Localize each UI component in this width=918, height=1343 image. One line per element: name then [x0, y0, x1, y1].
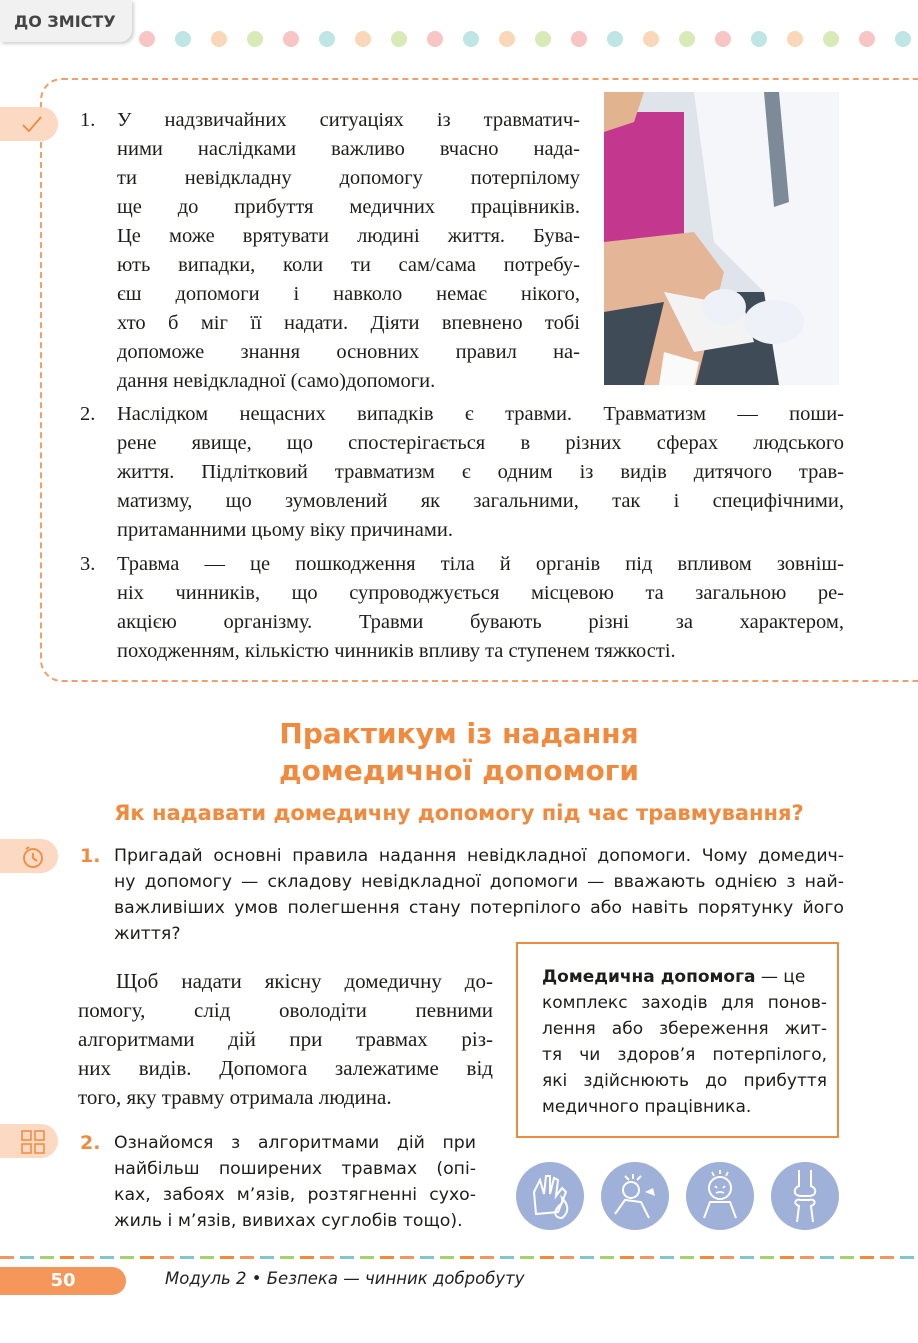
definition-box [516, 942, 839, 1138]
item-text [117, 550, 844, 666]
divider-dash [60, 1256, 74, 1259]
text-line: єш допомоги і навколо немає нікого, [117, 283, 580, 305]
definition-text [542, 990, 827, 1120]
decorative-dot [463, 31, 479, 47]
decorative-dot [787, 31, 803, 47]
text-line: помогу, слід оволодіти певними [78, 998, 493, 1022]
text-line: ну допомогу — складову невідкладної допомоги — вважають однією з най- [114, 872, 844, 892]
divider-dash [440, 1256, 454, 1259]
bandaging-photo [604, 92, 839, 385]
text-line: важливіших умов полегшення стану потерпілого або навіть порятунку його [114, 898, 844, 918]
decorative-dot [139, 31, 155, 47]
divider-dash [540, 1256, 554, 1259]
decorative-dots [138, 30, 918, 48]
divider-dash [740, 1256, 754, 1259]
text-line: Наслідком нещасних випадків є травми. Травматизм — поши- [117, 403, 844, 425]
divider-dash [520, 1256, 534, 1259]
divider-dash [40, 1256, 54, 1259]
divider-dash [860, 1256, 874, 1259]
divider-dash [80, 1256, 94, 1259]
text-line: Травма — це пошкодження тіла й органів під впливом зовніш- [117, 553, 844, 575]
divider-dash [200, 1256, 214, 1259]
divider-dash [640, 1256, 654, 1259]
item-number: 1. [80, 109, 96, 131]
decorative-dot [499, 31, 515, 47]
practicum-heading [0, 715, 918, 789]
divider-dash [580, 1256, 594, 1259]
decorative-dot [211, 31, 227, 47]
text-line: ках, забоях м’язів, розтягненні сухо- [114, 1185, 476, 1205]
heading-line: Практикум із надання [279, 717, 639, 750]
task-text [114, 843, 844, 947]
divider-dash [680, 1256, 694, 1259]
divider-dash [700, 1256, 714, 1259]
decorative-dot [643, 31, 659, 47]
paragraph-text [78, 967, 493, 1112]
divider-dash [20, 1256, 34, 1259]
dizzy-person-icon [686, 1162, 754, 1230]
text-line: тя чи здоров’я потерпілого, [542, 1045, 827, 1065]
task-number: 2. [80, 1132, 101, 1154]
decorative-dot [859, 31, 875, 47]
decorative-dot [247, 31, 263, 47]
decorative-dot [751, 31, 767, 47]
divider-dash [180, 1256, 194, 1259]
decorative-dot [571, 31, 587, 47]
divider-dash [620, 1256, 634, 1259]
practicum-subheading: Як надавати домедичну допомогу під час травмування? [114, 801, 804, 825]
divider-dash [300, 1256, 314, 1259]
item-number: 2. [80, 403, 96, 425]
footer-divider [0, 1256, 918, 1260]
checkmark-icon [20, 112, 44, 136]
decorative-dot [175, 31, 191, 47]
timer-tab [0, 839, 58, 873]
divider-dash [360, 1256, 374, 1259]
text-line: ними наслідками важливо вчасно нада- [117, 138, 580, 160]
text-line: Ознайомся з алгоритмами дій при [114, 1133, 476, 1153]
text-line: ють випадки, коли ти сам/сама потребу- [117, 254, 580, 276]
text-line: ще до прибуття медичних працівників. [117, 196, 580, 218]
divider-dash [140, 1256, 154, 1259]
text-line: рене явище, що спостерігається в різних сферах людського [117, 432, 844, 454]
text-line: медичного працівника. [542, 1097, 752, 1117]
decorative-dot [283, 31, 299, 47]
burn-hand-icon [516, 1162, 584, 1230]
item-text [117, 400, 844, 545]
decorative-dot [679, 31, 695, 47]
text-line: У надзвичайних ситуаціях із травматич- [117, 109, 580, 131]
text-line: дання невідкладної (само)допомоги. [117, 370, 436, 392]
divider-dash [260, 1256, 274, 1259]
definition-term: Домедична допомога [542, 967, 756, 987]
text-line: лення або збереження жит- [542, 1019, 827, 1039]
text-line: життя? [114, 924, 181, 944]
divider-dash [0, 1256, 14, 1259]
text-line: них видів. Допомога залежатиме від [78, 1056, 493, 1080]
heading-line: домедичної допомоги [279, 754, 639, 787]
divider-dash [460, 1256, 474, 1259]
page-number: 50 [0, 1267, 126, 1295]
item-text [117, 106, 580, 396]
text-line: матизму, що зумовлений як загальними, так і специфічними, [117, 490, 844, 512]
decorative-dot [427, 31, 443, 47]
definition-first-line [542, 964, 827, 990]
divider-dash [820, 1256, 834, 1259]
divider-dash [660, 1256, 674, 1259]
decorative-dot [823, 31, 839, 47]
body-paragraph [78, 967, 493, 1112]
task-number: 1. [80, 845, 101, 867]
text-line: найбільш поширених травмах (опі- [114, 1159, 476, 1179]
divider-dash [120, 1256, 134, 1259]
stopwatch-icon [20, 844, 46, 870]
divider-dash [760, 1256, 774, 1259]
text-line: Щоб надати якісну домедичну до- [116, 969, 493, 993]
text-line: хто б міг її надати. Діяти впевнено тобі [117, 312, 580, 334]
divider-dash [800, 1256, 814, 1259]
decorative-dot [355, 31, 371, 47]
task-text [114, 1130, 476, 1234]
divider-dash [160, 1256, 174, 1259]
grid-tab [0, 1124, 58, 1158]
item-number: 3. [80, 553, 96, 575]
divider-dash [100, 1256, 114, 1259]
decorative-dot [391, 31, 407, 47]
divider-dash [600, 1256, 614, 1259]
module-title: Модуль 2 • Безпека — чинник добробуту [165, 1269, 525, 1288]
decorative-dot [535, 31, 551, 47]
divider-dash [780, 1256, 794, 1259]
text-line: життя. Підлітковий травматизм є одним із видів дитячого трав- [117, 461, 844, 483]
divider-dash [280, 1256, 294, 1259]
decorative-dot [319, 31, 335, 47]
text-line: допоможе знання основних правил на- [117, 341, 580, 363]
head-injury-icon [601, 1162, 669, 1230]
definition-dash: — це [755, 967, 806, 987]
divider-dash [900, 1256, 914, 1259]
text-line: Це може врятувати людині життя. Бува- [117, 225, 580, 247]
text-line: Пригадай основні правила надання невідкладної допомоги. Чому домедич- [114, 846, 844, 866]
divider-dash [380, 1256, 394, 1259]
divider-dash [840, 1256, 854, 1259]
decorative-dot [895, 31, 911, 47]
divider-dash [320, 1256, 334, 1259]
divider-dash [500, 1256, 514, 1259]
divider-dash [480, 1256, 494, 1259]
text-line: походженням, кількістю чинників впливу та ступенем тяжкості. [117, 640, 676, 662]
divider-dash [240, 1256, 254, 1259]
grid-icon [20, 1129, 48, 1155]
text-line: комплекс заходів для понов- [542, 993, 827, 1013]
check-tab [0, 107, 58, 141]
joint-icon [771, 1162, 839, 1230]
text-line: алгоритмами дій при травмах різ- [78, 1027, 493, 1051]
text-line: ти невідкладну допомогу потерпілому [117, 167, 580, 189]
text-line: акцією організму. Травми бувають різні за характером, [117, 611, 844, 633]
divider-dash [340, 1256, 354, 1259]
decorative-dot [715, 31, 731, 47]
text-line: які здійснюють до прибуття [542, 1071, 827, 1091]
text-line: того, яку травму отримала людина. [78, 1085, 392, 1109]
text-line: жиль і м’язів, вивихах суглобів тощо). [114, 1211, 463, 1231]
divider-dash [560, 1256, 574, 1259]
divider-dash [880, 1256, 894, 1259]
divider-dash [720, 1256, 734, 1259]
divider-dash [420, 1256, 434, 1259]
divider-dash [220, 1256, 234, 1259]
divider-dash [400, 1256, 414, 1259]
toc-button[interactable]: ДО ЗМІСТУ [0, 0, 132, 42]
decorative-dot [607, 31, 623, 47]
text-line: ніх чинників, що супроводжується місцевою та загальною ре- [117, 582, 844, 604]
text-line: притаманними цьому віку причинами. [117, 519, 453, 541]
